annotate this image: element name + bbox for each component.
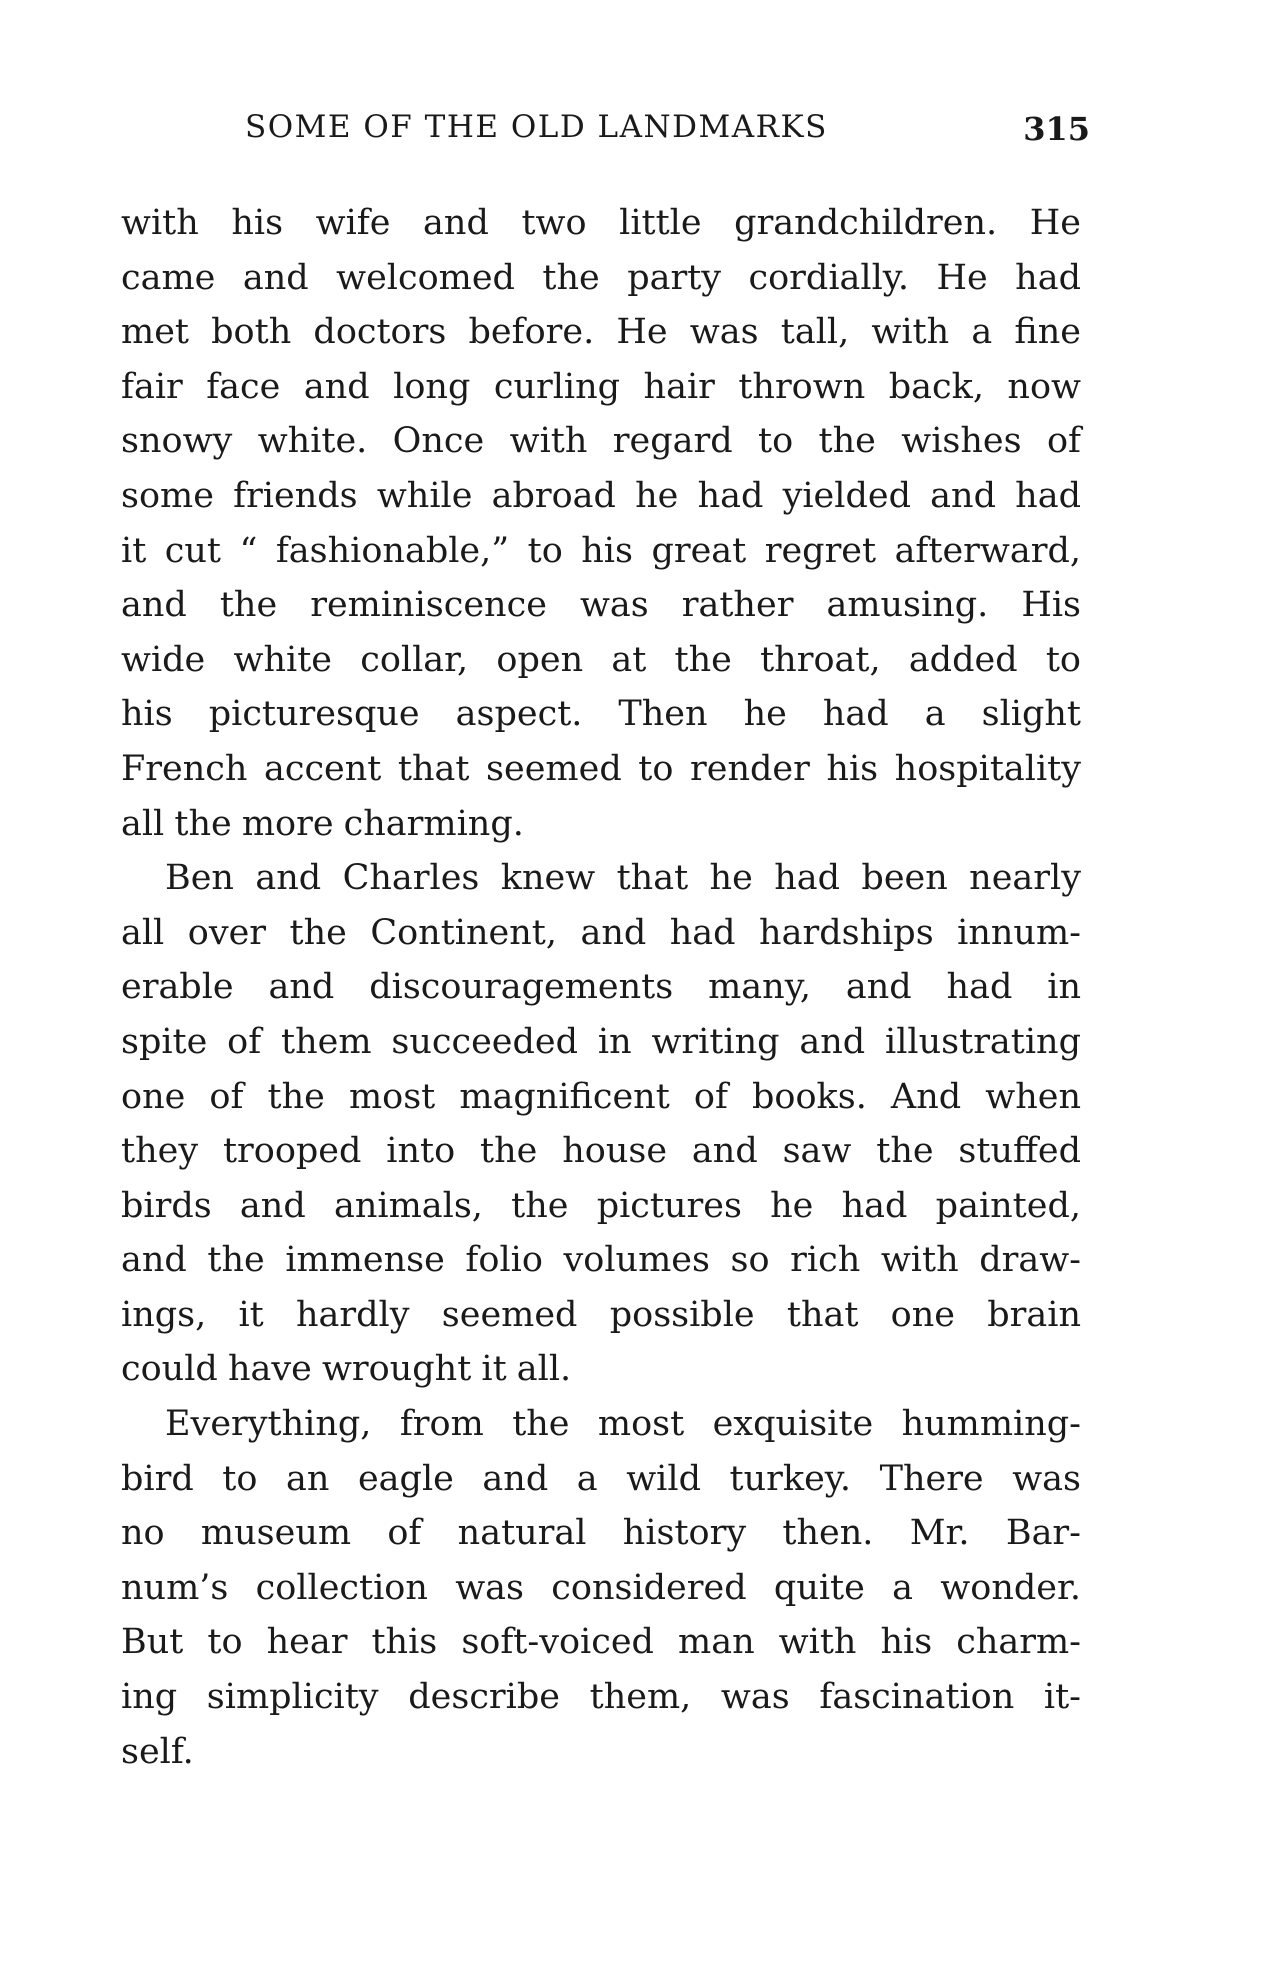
page-number: 315 xyxy=(1023,110,1090,148)
text-line: came and welcomed the party cordially. He had xyxy=(121,257,1081,298)
text-line: it cut “ fashionable,” to his great regret afterward, xyxy=(121,530,1081,571)
text-line: all over the Continent, and had hardships innum- xyxy=(121,912,1081,953)
text-line: and the reminiscence was rather amusing. His xyxy=(121,585,1081,626)
text-line: wide white collar, open at the throat, added to xyxy=(121,639,1081,680)
text-line: one of the most magnificent of books. And when xyxy=(121,1076,1081,1117)
text-line: fair face and long curling hair thrown back, now xyxy=(121,366,1081,407)
text-line: no museum of natural history then. Mr. Bar- xyxy=(121,1513,1081,1554)
text-line: and the immense folio volumes so rich with draw- xyxy=(121,1240,1081,1281)
running-title: SOME OF THE OLD LANDMARKS xyxy=(245,109,828,145)
text-line: snowy white. Once with regard to the wishes of xyxy=(121,421,1081,462)
text-line: some friends while abroad he had yielded and had xyxy=(121,475,1081,516)
text-line: Ben and Charles knew that he had been nearly xyxy=(165,858,1081,899)
text-line: num’s collection was considered quite a wonder. xyxy=(121,1567,1081,1608)
text-line: self. xyxy=(121,1731,194,1772)
text-line: they trooped into the house and saw the stuffed xyxy=(121,1131,1081,1172)
text-line: could have wrought it all. xyxy=(121,1349,572,1390)
text-line: Everything, from the most exquisite humming- xyxy=(165,1404,1081,1445)
text-line: with his wife and two little grandchildren. He xyxy=(121,203,1081,243)
text-line: erable and discouragements many, and had in xyxy=(121,967,1081,1008)
text-line: But to hear this soft-voiced man with his charm- xyxy=(121,1622,1081,1663)
text-line: met both doctors before. He was tall, with a fine xyxy=(121,312,1081,353)
paragraph xyxy=(121,1397,1081,1779)
text-line: ing simplicity describe them, was fascination it- xyxy=(121,1677,1081,1718)
text-line: all the more charming. xyxy=(121,803,524,844)
paragraph xyxy=(121,851,1081,1397)
text-line: ings, it hardly seemed possible that one brain xyxy=(121,1294,1081,1335)
paragraph xyxy=(121,196,1081,851)
body-text xyxy=(121,196,1081,1779)
text-line: bird to an eagle and a wild turkey. There was xyxy=(121,1458,1081,1499)
text-line: birds and animals, the pictures he had painted, xyxy=(121,1185,1081,1226)
text-line: French accent that seemed to render his hospitality xyxy=(121,748,1081,789)
running-head xyxy=(245,104,1090,150)
text-line: spite of them succeeded in writing and illustrating xyxy=(121,1021,1081,1062)
text-line: his picturesque aspect. Then he had a slight xyxy=(121,694,1081,735)
